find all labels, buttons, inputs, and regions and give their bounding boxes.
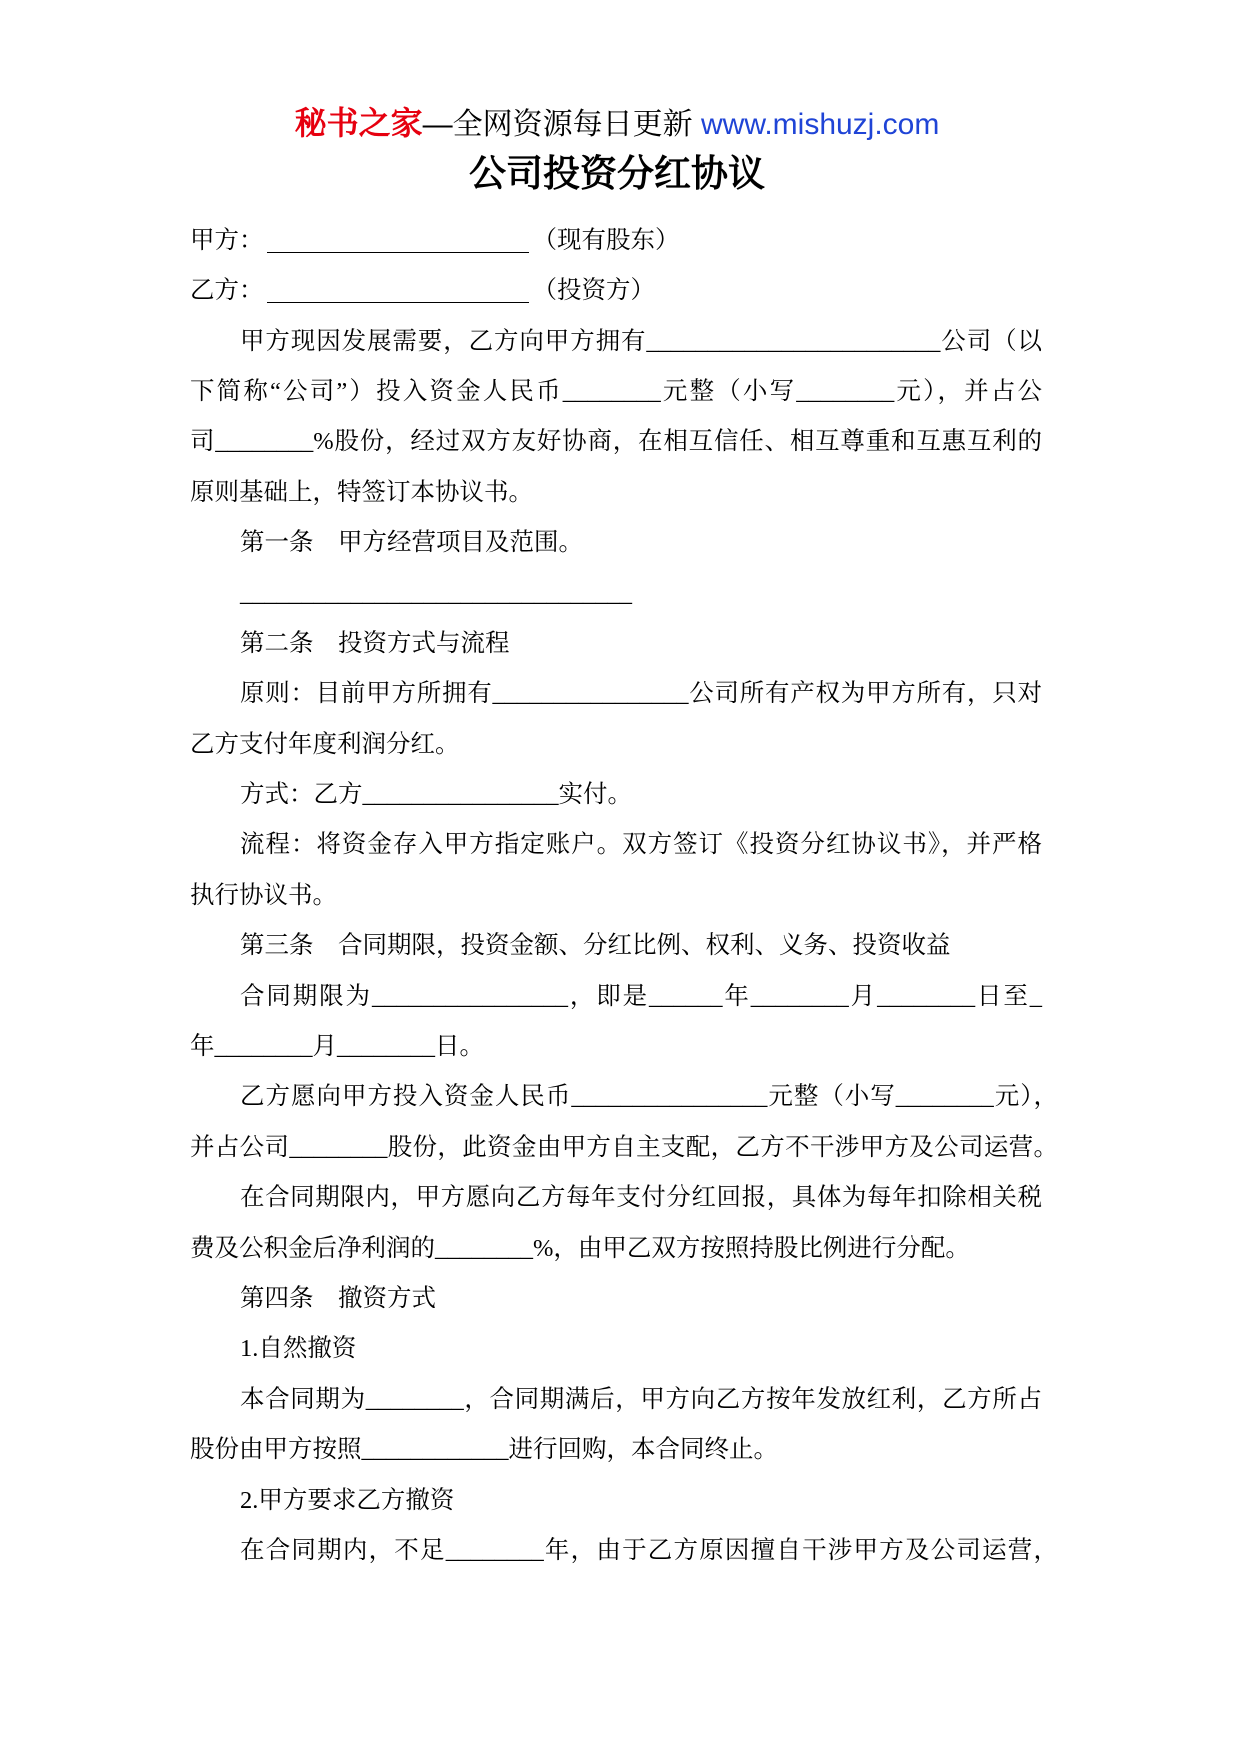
article-1-heading: 第一条 甲方经营项目及范围。 bbox=[240, 529, 583, 557]
party-b-name-blank bbox=[267, 284, 529, 303]
article-1-blank-line: ________________________________ bbox=[240, 579, 632, 607]
party-b-label: 乙方： bbox=[190, 277, 264, 305]
document-title: 公司投资分红协议 bbox=[469, 153, 765, 194]
requested-withdrawal-heading: 2.甲方要求乙方撤资 bbox=[240, 1486, 455, 1514]
party-a-line bbox=[190, 216, 1234, 266]
intro-line: 下简称“公司”）投入资金人民币________元整（小写________元），并占公 bbox=[190, 377, 1042, 405]
principle-line: 原则：目前甲方所拥有________________公司所有产权为甲方所有，只对 bbox=[240, 680, 1042, 708]
process-line: 流程：将资金存入甲方指定账户。双方签订《投资分红协议书》，并严格 bbox=[240, 831, 1042, 859]
dividend-line: 在合同期限内，甲方愿向乙方每年支付分红回报，具体为每年扣除相关税 bbox=[240, 1184, 1042, 1212]
intro-line: 甲方现因发展需要，乙方向甲方拥有________________________公司（以 bbox=[240, 327, 1042, 355]
investment-line: 并占公司________股份，此资金由甲方自主支配，乙方不干涉甲方及公司运营。 bbox=[190, 1133, 1058, 1161]
natural-withdrawal-line: 股份由甲方按照____________进行回购，本合同终止。 bbox=[190, 1436, 778, 1464]
article-3-heading: 第三条 合同期限，投资金额、分红比例、权利、义务、投资收益 bbox=[240, 932, 951, 960]
party-b-role: （投资方） bbox=[532, 277, 655, 305]
site-header bbox=[0, 101, 1234, 145]
party-a-name-blank bbox=[267, 234, 529, 253]
principle-line: 乙方支付年度利润分红。 bbox=[190, 730, 460, 758]
article-4-heading: 第四条 撤资方式 bbox=[240, 1285, 436, 1312]
site-tagline: —全网资源每日更新 bbox=[422, 108, 701, 141]
process-line: 执行协议书。 bbox=[190, 881, 337, 909]
requested-withdrawal-line: 在合同期内，不足________年，由于乙方原因擅自干涉甲方及公司运营， bbox=[240, 1536, 1058, 1564]
party-a-label: 甲方： bbox=[190, 226, 264, 254]
term-line: 合同期限为________________，即是______年________月________日至_ bbox=[240, 982, 1042, 1010]
natural-withdrawal-line: 本合同期为________，合同期满后，甲方向乙方按年发放红利，乙方所占 bbox=[240, 1385, 1042, 1413]
intro-line: 原则基础上，特签订本协议书。 bbox=[190, 478, 533, 506]
party-a-role: （现有股东） bbox=[532, 226, 680, 254]
method-line: 方式：乙方________________实付。 bbox=[240, 781, 632, 809]
party-b-line bbox=[190, 266, 1234, 316]
site-url: www.mishuzj.com bbox=[700, 108, 940, 141]
site-brand: 秘书之家 bbox=[294, 105, 423, 141]
natural-withdrawal-heading: 1.自然撤资 bbox=[240, 1335, 357, 1363]
investment-line: 乙方愿向甲方投入资金人民币________________元整（小写________元）， bbox=[240, 1083, 1058, 1111]
document-body bbox=[0, 216, 1234, 1577]
intro-line: 司________%股份，经过双方友好协商，在相互信任、相互尊重和互惠互利的 bbox=[190, 428, 1042, 456]
dividend-line: 费及公积金后净利润的________%，由甲乙双方按照持股比例进行分配。 bbox=[190, 1234, 970, 1262]
term-line: 年________月________日。 bbox=[190, 1033, 484, 1061]
article-2-heading: 第二条 投资方式与流程 bbox=[240, 629, 510, 657]
